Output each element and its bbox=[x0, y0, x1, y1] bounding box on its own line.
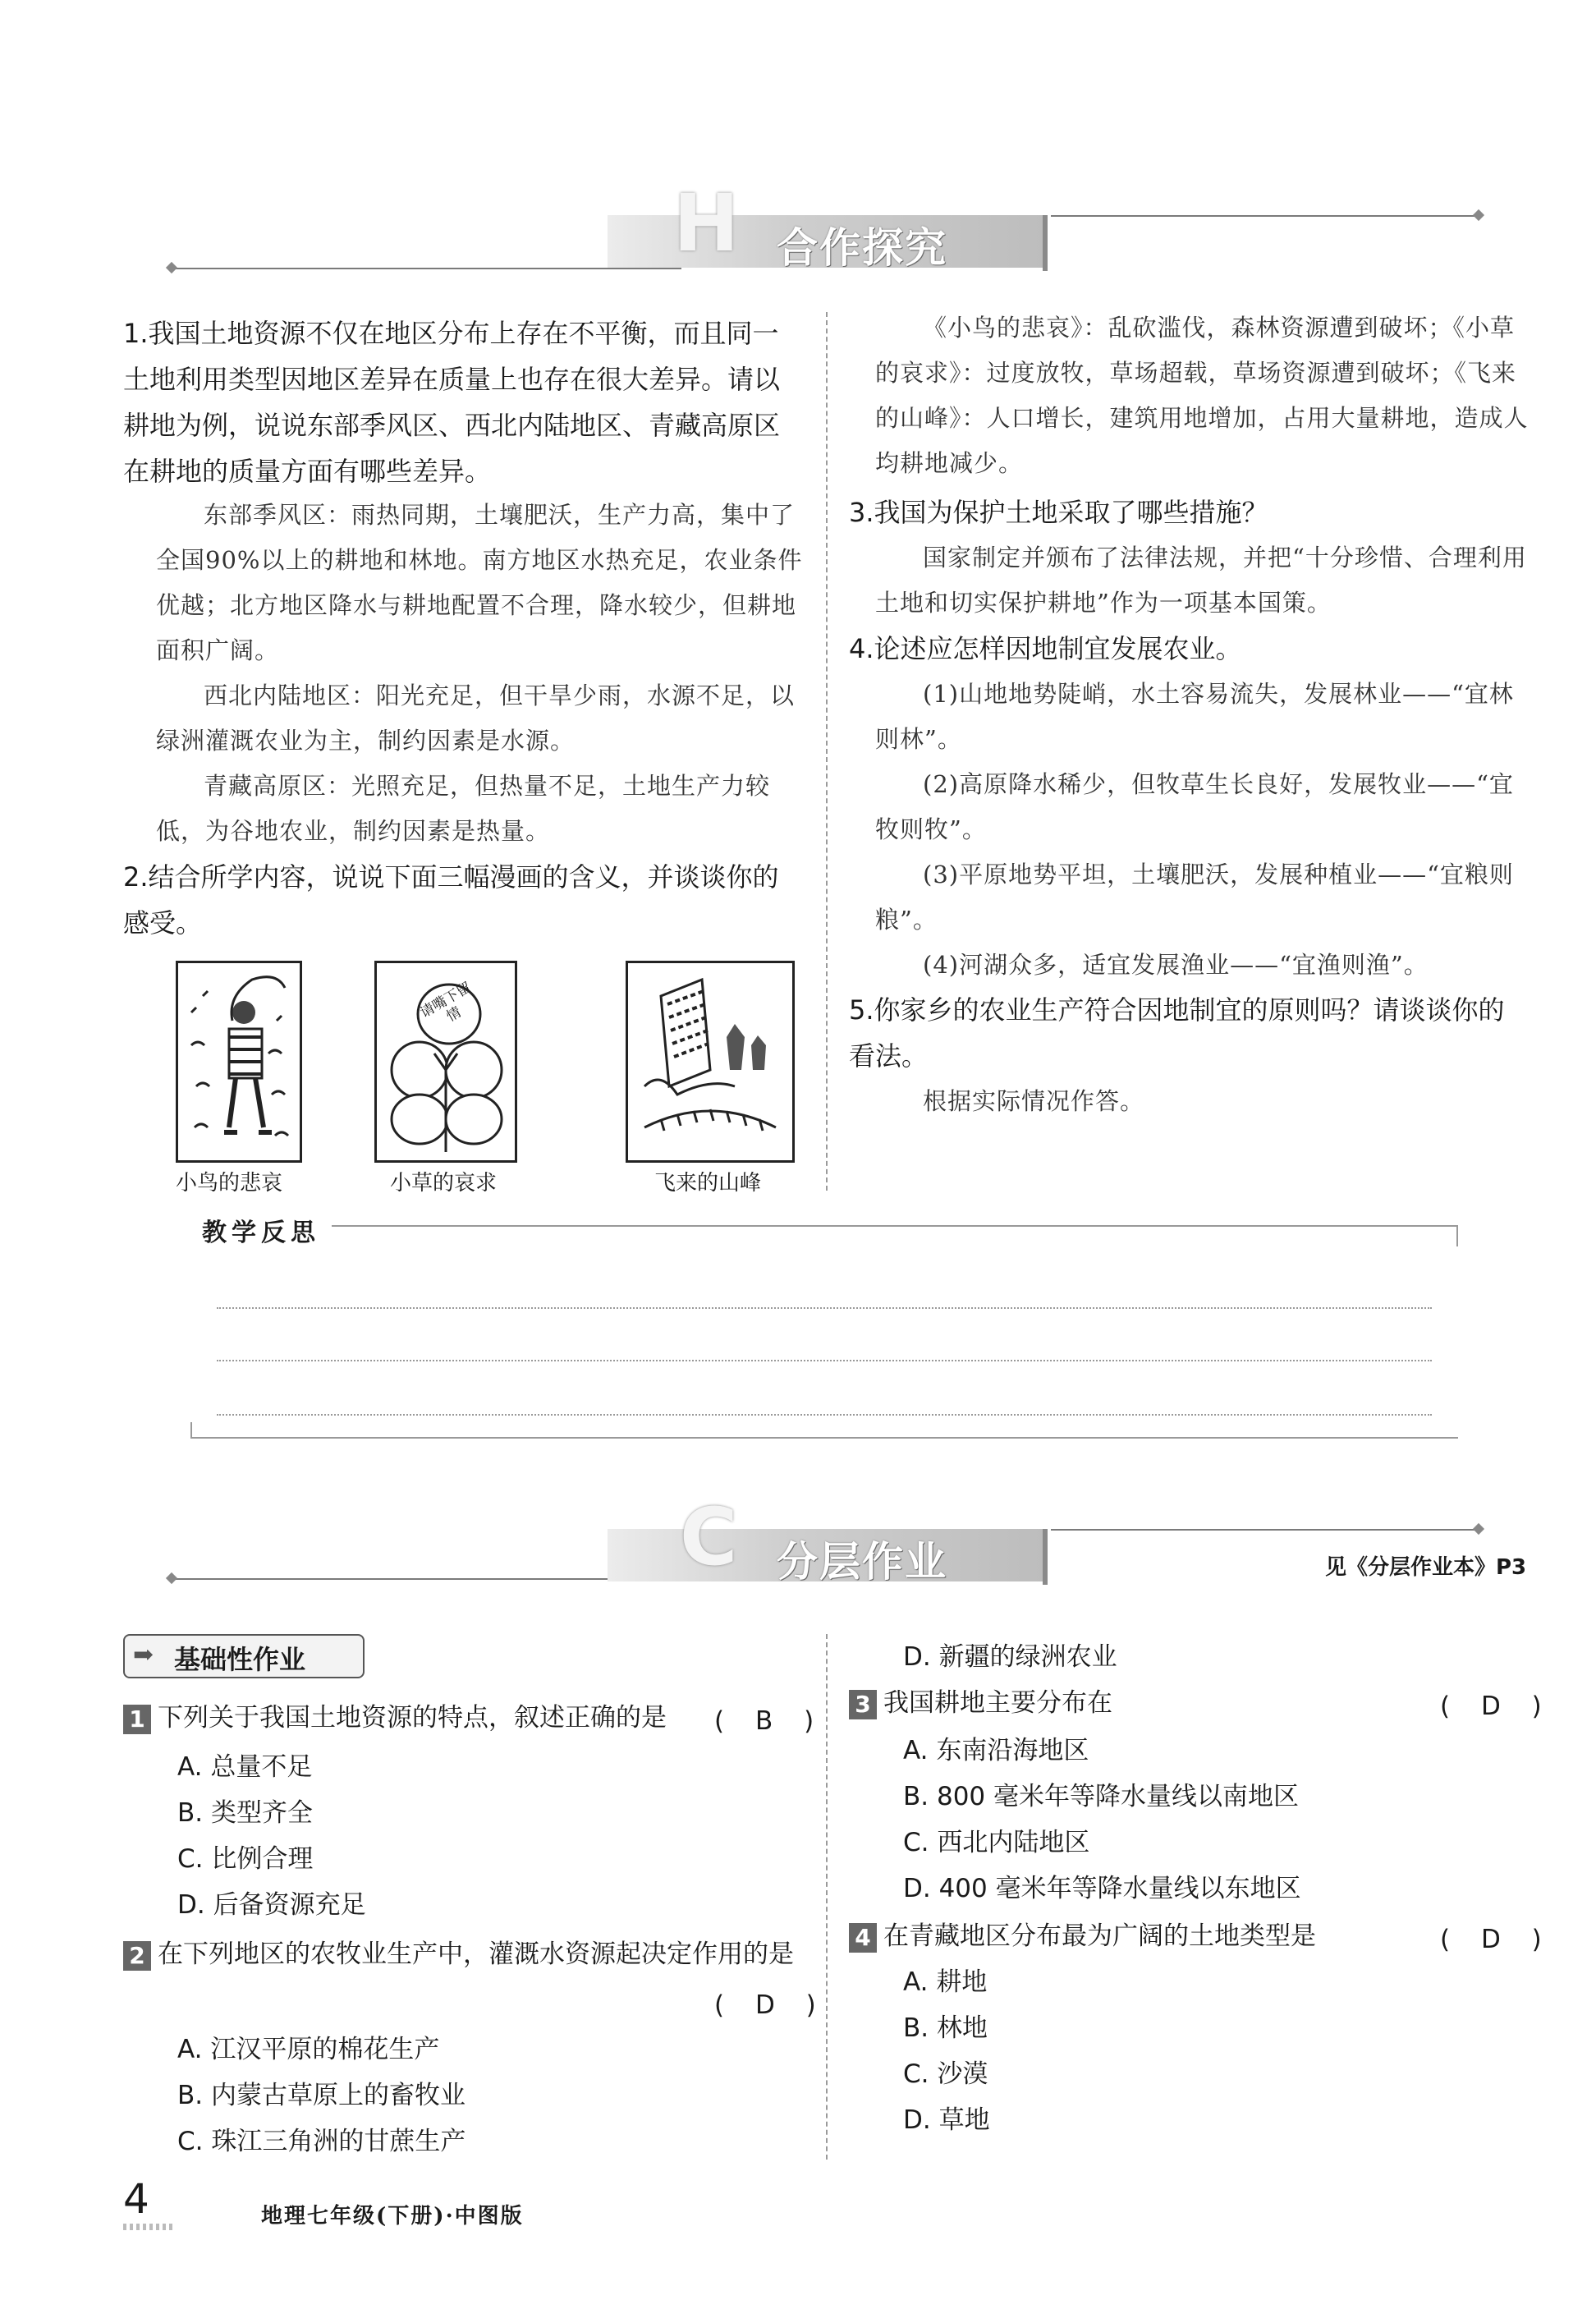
answer-1-qingzang: 青藏高原区：光照充足，但热量不足，土地生产力较低，为谷地农业，制约因素是热量。 bbox=[156, 772, 771, 845]
banner-dot bbox=[1473, 209, 1484, 221]
section-title: 分层作业 bbox=[777, 1538, 947, 1586]
reflection-line[interactable] bbox=[217, 1360, 1432, 1361]
mcq-2-option-d[interactable]: D. 新疆的绿洲农业 bbox=[903, 1642, 1117, 1672]
banner-line-left bbox=[172, 268, 681, 269]
banner-line-right bbox=[1051, 1529, 1478, 1531]
banner-dot bbox=[166, 1572, 177, 1584]
mcq-3-option-a[interactable]: A. 东南沿海地区 bbox=[903, 1736, 1089, 1765]
answer-3: 国家制定并颁布了法律法规，并把“十分珍惜、合理利用土地和切实保护耕地”作为一项基本国策。 bbox=[875, 544, 1527, 617]
cartoon-grass bbox=[374, 961, 517, 1163]
answer-1-northwest: 西北内陆地区：阳光充足，但干旱少雨，水源不足，以绿洲灌溉农业为主，制约因素是水源。 bbox=[156, 682, 796, 755]
cartoon-caption-bird: 小鸟的悲哀 bbox=[176, 1171, 283, 1196]
page-number: 4 bbox=[123, 2175, 149, 2223]
mcq-3-option-d[interactable]: D. 400 毫米年等降水量线以东地区 bbox=[903, 1874, 1301, 1903]
banner-line-right bbox=[1051, 215, 1478, 217]
banner-letter: H bbox=[673, 177, 740, 269]
reflection-right-tick bbox=[1456, 1225, 1458, 1246]
mcq-1-option-c[interactable]: C. 比例合理 bbox=[177, 1844, 314, 1874]
answer-4-2: (2)高原降水稀少，但牧草生长良好，发展牧业——“宜牧则牧”。 bbox=[875, 770, 1514, 843]
column-divider bbox=[826, 1634, 828, 2160]
mcq-3-option-b[interactable]: B. 800 毫米年等降水量线以南地区 bbox=[903, 1782, 1299, 1811]
reflection-title: 教学反思 bbox=[202, 1219, 320, 1247]
mcq-2-option-a[interactable]: A. 江汉平原的棉花生产 bbox=[177, 2035, 440, 2064]
cartoon-bird bbox=[176, 961, 302, 1163]
arrow-right-icon: ➡ bbox=[133, 1641, 154, 1669]
mcq-number-badge: 1 bbox=[123, 1705, 151, 1734]
mcq-4-option-a[interactable]: A. 耕地 bbox=[903, 1967, 988, 1997]
mcq-stem-text: 我国耕地主要分布在 bbox=[883, 1688, 1112, 1718]
cartoon-building-drawing bbox=[628, 963, 792, 1160]
workbook-reference: 见《分层作业本》P3 bbox=[1325, 1555, 1527, 1580]
mcq-4-option-b[interactable]: B. 林地 bbox=[903, 2013, 988, 2043]
mcq-4-option-c[interactable]: C. 沙漠 bbox=[903, 2059, 988, 2089]
banner-line-left bbox=[172, 1578, 681, 1580]
mcq-4-stem bbox=[849, 1913, 1539, 1960]
reflection-line[interactable] bbox=[217, 1307, 1432, 1309]
mcq-stem-text: 在青藏地区分布最为广阔的土地类型是 bbox=[883, 1921, 1316, 1951]
mcq-number-badge: 2 bbox=[123, 1941, 151, 1971]
cartoon-caption-building: 飞来的山峰 bbox=[654, 1171, 761, 1196]
answer-4-1: (1)山地地势陡峭，水土容易流失，发展林业——“宜林则林”。 bbox=[875, 680, 1514, 753]
mcq-3-option-c[interactable]: C. 西北内陆地区 bbox=[903, 1828, 1090, 1857]
question-2: 2.结合所学内容，说说下面三幅漫画的含义，并谈谈你的感受。 bbox=[123, 861, 779, 939]
banner-letter: C bbox=[680, 1491, 738, 1583]
mcq-stem-text: 在下列地区的农牧业生产中，灌溉水资源起决定作用的是 bbox=[158, 1939, 794, 1969]
mcq-4-option-d[interactable]: D. 草地 bbox=[903, 2105, 990, 2135]
book-title: 地理七年级(下册)·中图版 bbox=[261, 2204, 524, 2229]
mcq-2-option-b[interactable]: B. 内蒙古草原上的畜牧业 bbox=[177, 2081, 466, 2110]
question-3: 3.我国为保护土地采取了哪些措施？ bbox=[849, 497, 1268, 528]
banner-dot bbox=[1473, 1523, 1484, 1535]
section-title: 合作探究 bbox=[777, 224, 947, 272]
banner-dot bbox=[166, 262, 177, 273]
column-divider bbox=[826, 312, 828, 1191]
answer-1-east: 东部季风区：雨热同期，土壤肥沃，生产力高，集中了全国90%以上的耕地和林地。南方地区水热充足，农业条件优越；北方地区降水与耕地配置不合理，降水较少，但耕地面积广阔。 bbox=[156, 501, 803, 664]
mcq-3-answer[interactable]: ( D ) bbox=[1440, 1692, 1553, 1721]
banner-bar bbox=[1043, 1529, 1048, 1585]
answer-4-3: (3)平原地势平坦，土壤肥沃，发展种植业——“宜粮则粮”。 bbox=[875, 861, 1514, 934]
page-number-underline bbox=[123, 2224, 176, 2230]
mcq-number-badge: 4 bbox=[849, 1923, 877, 1953]
question-1: 1.我国土地资源不仅在地区分布上存在不平衡，而且同一土地利用类型因地区差异在质量上也存在很大差异。请以耕地为例，说说东部季风区、西北内陆地区、青藏高原区在耕地的质量方面有哪些差异。 bbox=[123, 318, 781, 487]
answer-5: 根据实际情况作答。 bbox=[923, 1087, 1145, 1115]
banner-bar bbox=[1043, 215, 1048, 271]
mcq-stem-text: 下列关于我国土地资源的特点，叙述正确的是 bbox=[158, 1703, 667, 1733]
answer-4-4: (4)河湖众多，适宜发展渔业——“宜渔则渔”。 bbox=[923, 951, 1429, 979]
cartoon-building bbox=[626, 961, 795, 1163]
mcq-1-option-b[interactable]: B. 类型齐全 bbox=[177, 1798, 313, 1828]
mcq-1-option-d[interactable]: D. 后备资源充足 bbox=[177, 1890, 366, 1920]
mcq-1-option-a[interactable]: A. 总量不足 bbox=[177, 1752, 313, 1782]
mcq-2-option-c[interactable]: C. 珠江三角洲的甘蔗生产 bbox=[177, 2127, 466, 2156]
mcq-1-answer[interactable]: ( B ) bbox=[714, 1706, 826, 1736]
cartoon-grass-sign: 请嘴下留情 bbox=[417, 979, 475, 1026]
reflection-top-line bbox=[332, 1225, 1456, 1227]
mcq-1-stem bbox=[123, 1695, 813, 1742]
cartoon-bird-drawing bbox=[178, 963, 300, 1160]
cartoon-caption-grass: 小草的哀求 bbox=[389, 1171, 497, 1196]
reflection-line[interactable] bbox=[217, 1414, 1432, 1416]
mcq-3-stem bbox=[849, 1680, 1539, 1727]
basic-homework-tag bbox=[123, 1634, 365, 1678]
mcq-number-badge: 3 bbox=[849, 1690, 877, 1719]
reflection-left-tick bbox=[190, 1422, 192, 1437]
reflection-bottom-line bbox=[190, 1437, 1458, 1439]
question-4: 4.论述应怎样因地制宜发展农业。 bbox=[849, 633, 1242, 664]
basic-homework-title: 基础性作业 bbox=[174, 1644, 306, 1675]
answer-2: 《小鸟的悲哀》：乱砍滥伐，森林资源遭到破坏；《小草的哀求》：过度放牧，草场超载，草场资源遭到破坏；《飞来的山峰》：人口增长，建筑用地增加，占用大量耕地，造成人均耕地减少。 bbox=[875, 314, 1529, 477]
mcq-2-stem bbox=[123, 1931, 813, 1978]
question-5: 5.你家乡的农业生产符合因地制宜的原则吗？请谈谈你的看法。 bbox=[849, 994, 1505, 1072]
mcq-2-answer[interactable]: ( D ) bbox=[714, 1990, 828, 2020]
mcq-4-answer[interactable]: ( D ) bbox=[1440, 1925, 1553, 1954]
